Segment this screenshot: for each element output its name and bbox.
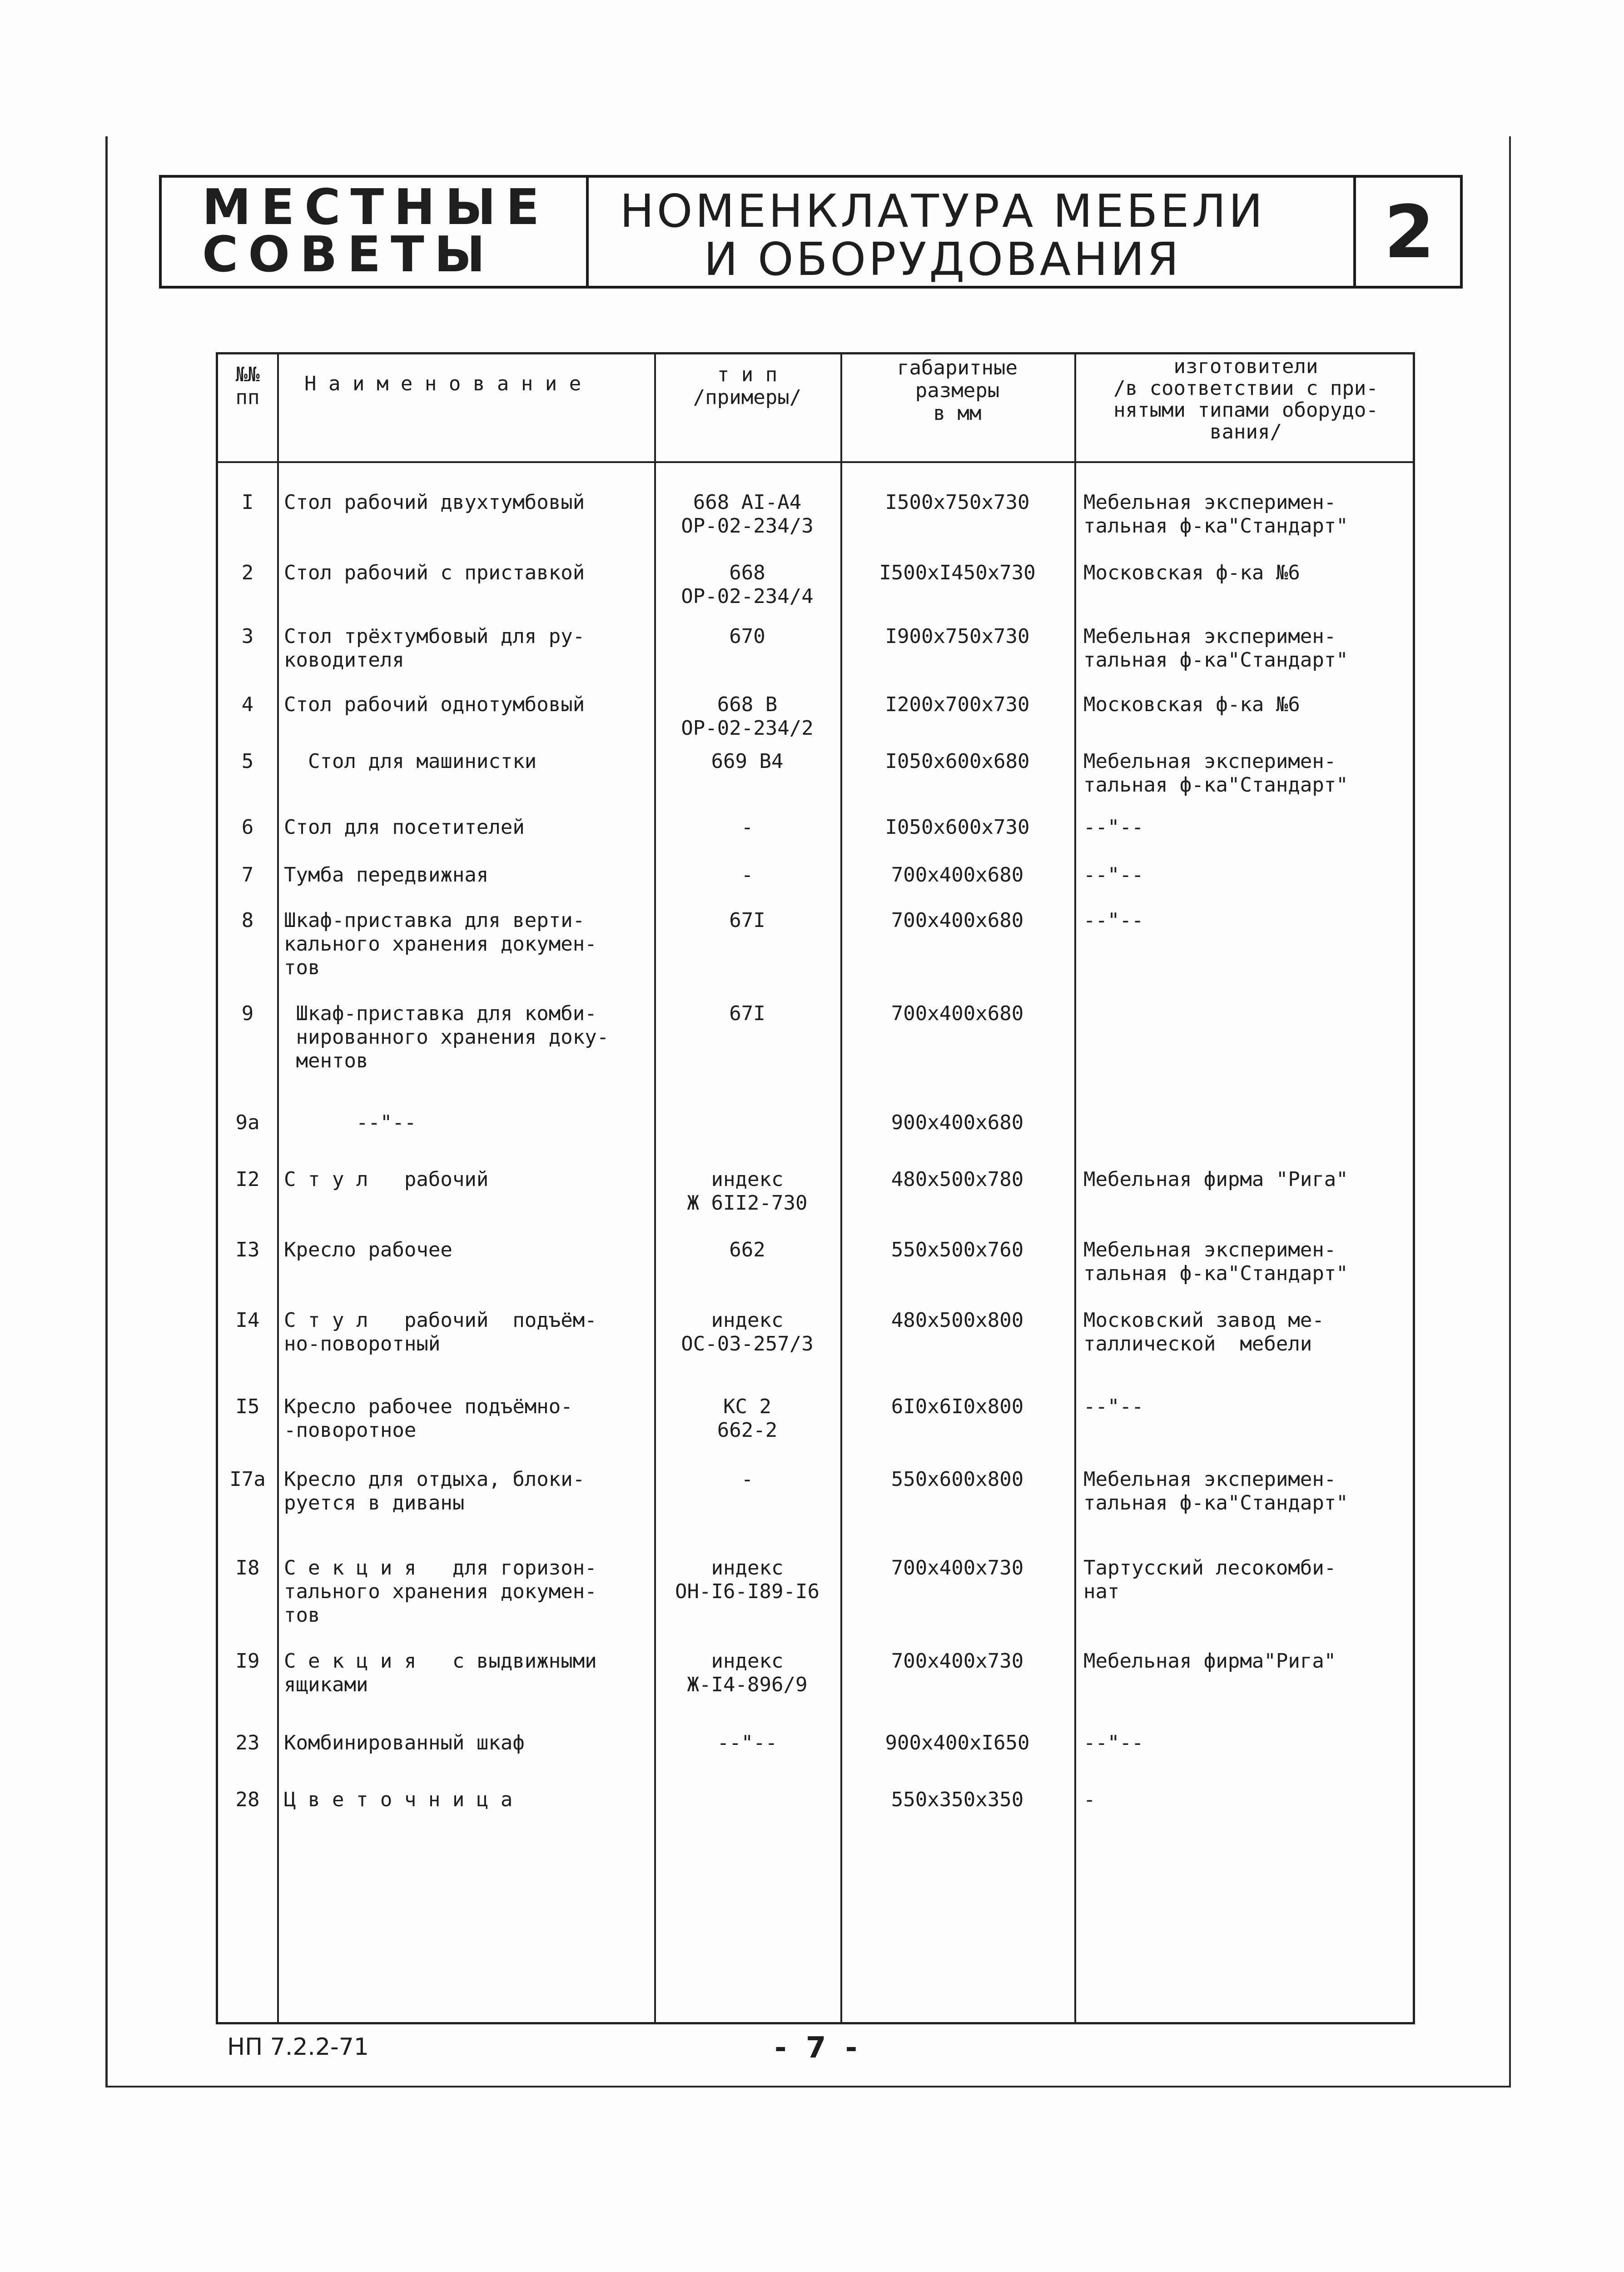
cell-type: индекс Ж 6II2-730 bbox=[687, 1168, 808, 1215]
cell-dims: I900x750x730 bbox=[885, 625, 1030, 648]
cell-name: Стол трёхтумбовый для ру- ководителя bbox=[284, 625, 585, 672]
cell-dims: 700x400x730 bbox=[891, 1556, 1024, 1579]
cell-maker: Московский завод ме- таллической мебели bbox=[1083, 1309, 1324, 1355]
cell-maker: Мебельная эксперимен- тальная ф-ка"Стандарт" bbox=[1083, 1468, 1348, 1515]
cell-type: 67I bbox=[729, 1002, 765, 1025]
cell-dims: 480x500x780 bbox=[891, 1168, 1024, 1191]
cell-dims: I500x750x730 bbox=[885, 491, 1030, 514]
th-number bbox=[218, 364, 277, 409]
cell-name: Шкаф-приставка для верти- кального хранения докумен- тов bbox=[284, 909, 597, 979]
cell-maker: Московская ф-ка №6 bbox=[1083, 561, 1300, 584]
nomenclature-table bbox=[216, 352, 1415, 2024]
page-bottom-border bbox=[105, 2086, 1511, 2088]
th-maker-line3: нятыми типами оборудо- bbox=[1113, 399, 1378, 422]
th-type bbox=[654, 364, 840, 409]
cell-name: Комбинированный шкаф bbox=[284, 1731, 525, 1754]
cell-dims: 550x350x350 bbox=[891, 1788, 1024, 1811]
cell-dims: I050x600x680 bbox=[885, 750, 1030, 773]
cell-num: 8 bbox=[241, 909, 254, 932]
document-code: НП 7.2.2-71 bbox=[227, 2033, 369, 2061]
cell-num: 28 bbox=[235, 1788, 260, 1811]
cell-name: С е к ц и я с выдвижными ящиками bbox=[284, 1649, 597, 1696]
header-title-line1: НОМЕНКЛАТУРА МЕБЕЛИ bbox=[620, 184, 1266, 238]
cell-type: индекс ОН-I6-I89-I6 bbox=[675, 1556, 819, 1603]
cell-type: 67I bbox=[729, 909, 765, 932]
th-number-line2: пп bbox=[235, 386, 260, 409]
cell-num: I5 bbox=[235, 1395, 260, 1418]
cell-name: Тумба передвижная bbox=[284, 863, 489, 887]
cell-maker: --"-- bbox=[1083, 816, 1144, 839]
cell-dims: I500xI450x730 bbox=[879, 561, 1036, 584]
cell-name: Кресло для отдыха, блоки- руется в диваны bbox=[284, 1468, 585, 1515]
cell-name: Стол для машинистки bbox=[284, 750, 537, 773]
cell-name: С т у л рабочий bbox=[284, 1168, 489, 1191]
cell-maker: Мебельная эксперимен- тальная ф-ка"Стандарт" bbox=[1083, 750, 1348, 797]
cell-dims: 700x400x680 bbox=[891, 863, 1024, 887]
cell-num: 9а bbox=[235, 1111, 260, 1134]
cell-num: 23 bbox=[235, 1731, 260, 1754]
cell-type: 670 bbox=[729, 625, 765, 648]
cell-type: --"-- bbox=[717, 1731, 778, 1754]
th-dims-line3: в мм bbox=[933, 402, 982, 425]
cell-num: 6 bbox=[241, 816, 254, 839]
cell-num: I3 bbox=[235, 1238, 260, 1261]
th-dims-line1: габаритные bbox=[897, 356, 1018, 379]
cell-dims: 700x400x730 bbox=[891, 1649, 1024, 1673]
th-maker-line4: вания/ bbox=[1210, 420, 1282, 443]
cell-type: - bbox=[741, 816, 754, 839]
cell-type: индекс ОС-03-257/3 bbox=[681, 1309, 814, 1355]
cell-num: I8 bbox=[235, 1556, 260, 1579]
cell-num: 9 bbox=[241, 1002, 254, 1025]
cell-num: 7 bbox=[241, 863, 254, 887]
cell-maker: Мебельная эксперимен- тальная ф-ка"Стандарт" bbox=[1083, 491, 1348, 538]
cell-dims: 700x400x680 bbox=[891, 909, 1024, 932]
cell-type: - bbox=[741, 863, 754, 887]
th-type-line2: /примеры/ bbox=[693, 386, 802, 409]
cell-type: 668 AI-A4 ОР-02-234/3 bbox=[681, 491, 814, 538]
cell-name: Стол для посетителей bbox=[284, 816, 525, 839]
cell-maker: Мебельная эксперимен- тальная ф-ка"Стандарт" bbox=[1083, 625, 1348, 672]
cell-name: --"-- bbox=[284, 1111, 417, 1134]
header-title-line2: И ОБОРУДОВАНИЯ bbox=[704, 233, 1182, 286]
cell-num: 4 bbox=[241, 693, 254, 716]
cell-maker: --"-- bbox=[1083, 909, 1144, 932]
cell-dims: 480x500x800 bbox=[891, 1309, 1024, 1332]
cell-num: I4 bbox=[235, 1309, 260, 1332]
header-title bbox=[591, 184, 1295, 286]
cell-name: Ц в е т о ч н и ц а bbox=[284, 1788, 513, 1811]
cell-num: I bbox=[241, 491, 254, 514]
th-maker-line2: /в соответствии с при- bbox=[1113, 377, 1378, 400]
cell-maker: --"-- bbox=[1083, 1395, 1144, 1418]
th-dimensions bbox=[840, 357, 1074, 425]
cell-dims: 900x400x680 bbox=[891, 1111, 1024, 1134]
cell-num: I7а bbox=[229, 1468, 266, 1491]
cell-maker: --"-- bbox=[1083, 863, 1144, 887]
cell-name: С е к ц и я для горизон- тального хранения докумен- тов bbox=[284, 1556, 597, 1627]
cell-num: I2 bbox=[235, 1168, 260, 1191]
cell-type: - bbox=[741, 1468, 754, 1491]
cell-type: КС 2 662-2 bbox=[717, 1395, 778, 1442]
cell-num: 5 bbox=[241, 750, 254, 773]
cell-maker: --"-- bbox=[1083, 1731, 1144, 1754]
cell-name: Стол рабочий однотумбовый bbox=[284, 693, 585, 716]
cell-name: С т у л рабочий подъём- но-поворотный bbox=[284, 1309, 597, 1355]
page-number: - 7 - bbox=[775, 2031, 862, 2065]
cell-name: Кресло рабочее bbox=[284, 1238, 452, 1261]
cell-num: I9 bbox=[235, 1649, 260, 1673]
header-category bbox=[202, 179, 550, 283]
cell-maker: - bbox=[1083, 1788, 1096, 1811]
cell-name: Кресло рабочее подъёмно- -поворотное bbox=[284, 1395, 573, 1442]
th-dims-line2: размеры bbox=[915, 379, 1000, 402]
cell-maker: Московская ф-ка №6 bbox=[1083, 693, 1300, 716]
cell-num: 3 bbox=[241, 625, 254, 648]
cell-dims: 700x400x680 bbox=[891, 1002, 1024, 1025]
cell-name: Стол рабочий с приставкой bbox=[284, 561, 585, 584]
cell-name: Шкаф-приставка для комби- нированного хранения доку- ментов bbox=[296, 1002, 609, 1072]
cell-type: индекс Ж-I4-896/9 bbox=[687, 1649, 808, 1696]
cell-dims: 900x400xI650 bbox=[885, 1731, 1030, 1754]
th-name: Н а и м е н о в а н и е bbox=[304, 372, 581, 395]
th-type-line1: т и п bbox=[717, 363, 778, 386]
cell-maker: Тартусский лесокомби- нат bbox=[1083, 1556, 1336, 1603]
cell-num: 2 bbox=[241, 561, 254, 584]
cell-dims: I200x700x730 bbox=[885, 693, 1030, 716]
cell-maker: Мебельная эксперимен- тальная ф-ка"Стандарт" bbox=[1083, 1238, 1348, 1285]
cell-type: 662 bbox=[729, 1238, 765, 1261]
th-number-line1: №№ bbox=[235, 363, 260, 386]
page-left-border bbox=[105, 136, 108, 2086]
cell-dims: 550x600x800 bbox=[891, 1468, 1024, 1491]
col-divider-4 bbox=[1074, 354, 1076, 2022]
header-divider bbox=[218, 461, 1413, 463]
header-category-line1: МЕСТНЫЕ bbox=[202, 179, 550, 236]
cell-dims: 550x500x760 bbox=[891, 1238, 1024, 1261]
sheet-number: 2 bbox=[1384, 189, 1435, 274]
th-manufacturers bbox=[1074, 356, 1417, 443]
cell-maker: Мебельная фирма "Рига" bbox=[1083, 1168, 1348, 1191]
cell-type: 668 В ОР-02-234/2 bbox=[681, 693, 814, 740]
cell-dims: 6I0x6I0x800 bbox=[891, 1395, 1024, 1418]
cell-dims: I050x600x730 bbox=[885, 816, 1030, 839]
cell-maker: Мебельная фирма"Рига" bbox=[1083, 1649, 1336, 1673]
th-maker-line1: изготовители bbox=[1173, 355, 1318, 378]
cell-type: 668 ОР-02-234/4 bbox=[681, 561, 814, 608]
cell-name: Стол рабочий двухтумбовый bbox=[284, 491, 585, 514]
col-divider-1 bbox=[277, 354, 279, 2022]
header-category-line2: СОВЕТЫ bbox=[202, 226, 495, 283]
cell-type: 669 В4 bbox=[711, 750, 784, 773]
page-right-border bbox=[1509, 136, 1511, 2086]
